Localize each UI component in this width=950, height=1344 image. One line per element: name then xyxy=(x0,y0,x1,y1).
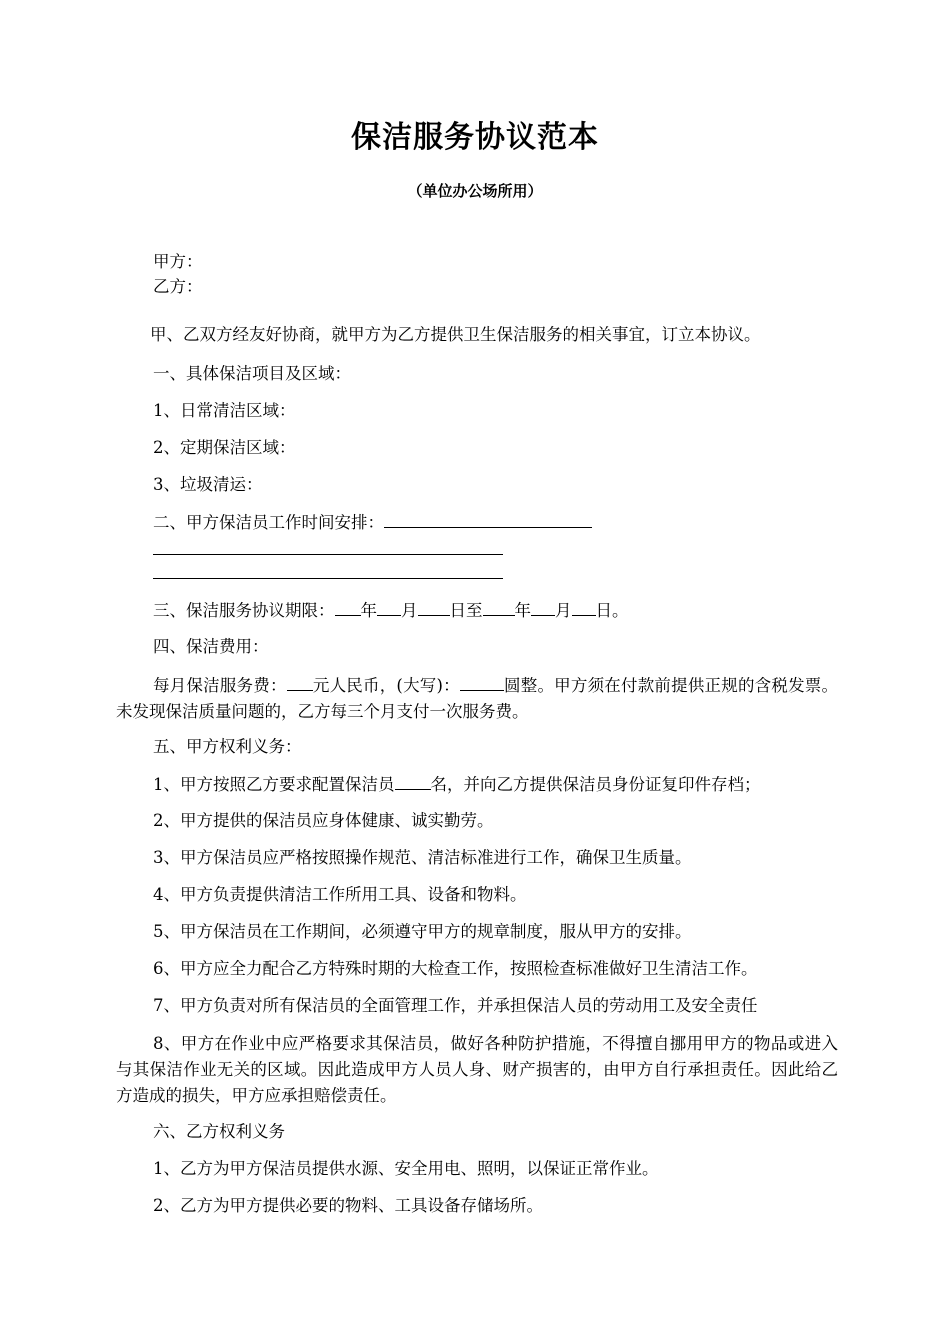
fee-suffix: 圆整。甲方须在付款前提供正规的含税发票。未发现保洁质量问题的，乙方每三个月支付一次服务费。 xyxy=(116,676,839,721)
end-month-blank xyxy=(531,597,555,616)
section5-heading: 五、甲方权利义务： xyxy=(153,737,302,756)
month-label-1: 月 xyxy=(401,601,418,620)
section5-item-1 xyxy=(153,771,761,798)
section5-item-5: 5、甲方保洁员在工作期间，必须遵守甲方的规章制度，服从甲方的安排。 xyxy=(153,922,692,941)
month-label-2: 月 xyxy=(555,601,572,620)
document-subtitle: （单位办公场所用） xyxy=(407,182,543,200)
section5-item-8: 8、甲方在作业中应严格要求其保洁员，做好各种防护措施，不得擅自挪用甲方的物品或进入与其保洁作业无关的区域。因此造成甲方人员人身、财产损害的，由甲方自行承担责任。因此给乙方造成的损失，甲方应承担赔偿责任。 xyxy=(116,1034,838,1105)
schedule-blank xyxy=(384,509,592,528)
section3-prefix: 三、保洁服务协议期限： xyxy=(153,601,335,620)
section4-heading: 四、保洁费用： xyxy=(153,637,269,656)
intro-paragraph: 甲、乙双方经友好协商，就甲方为乙方提供卫生保洁服务的相关事宜，订立本协议。 xyxy=(150,325,761,344)
item1-prefix: 1、甲方按照乙方要求配置保洁员 xyxy=(153,775,395,794)
section2-heading: 二、甲方保洁员工作时间安排： xyxy=(153,513,384,532)
year-label-1: 年 xyxy=(360,601,377,620)
section1-item-1: 1、日常清洁区域： xyxy=(153,401,296,420)
section5-item-2: 2、甲方提供的保洁员应身体健康、诚实勤劳。 xyxy=(153,811,494,830)
section5-item-4: 4、甲方负责提供清洁工作所用工具、设备和物料。 xyxy=(153,885,527,904)
item1-suffix: 名，并向乙方提供保洁员身份证复印件存档； xyxy=(430,775,761,794)
schedule-rule-1 xyxy=(153,554,503,555)
section3-line xyxy=(153,597,629,624)
section1-heading: 一、具体保洁项目及区域： xyxy=(153,364,351,383)
party-a-label: 甲方： xyxy=(153,252,203,271)
day-end-label: 日。 xyxy=(595,601,629,620)
day-to-label: 日至 xyxy=(449,601,483,620)
section1-item-3: 3、垃圾清运： xyxy=(153,475,263,494)
fee-mid: 元人民币，(大写)： xyxy=(312,676,460,695)
section6-item-2: 2、乙方为甲方提供必要的物料、工具设备存储场所。 xyxy=(153,1196,543,1215)
schedule-rule-2 xyxy=(153,578,503,579)
start-day-blank xyxy=(418,597,450,616)
party-b-label: 乙方： xyxy=(153,277,203,296)
end-day-blank xyxy=(572,597,596,616)
start-month-blank xyxy=(377,597,401,616)
end-year-blank xyxy=(483,597,515,616)
section6-item-1: 1、乙方为甲方保洁员提供水源、安全用电、照明，以保证正常作业。 xyxy=(153,1159,659,1178)
start-year-blank xyxy=(335,597,361,616)
fee-words-blank xyxy=(460,672,504,691)
section5-item-3: 3、甲方保洁员应严格按照操作规范、清洁标准进行工作，确保卫生质量。 xyxy=(153,848,692,867)
section5-item-7: 7、甲方负责对所有保洁员的全面管理工作，并承担保洁人员的劳动用工及安全责任 xyxy=(153,996,758,1015)
fee-amount-blank xyxy=(287,672,313,691)
document-title: 保洁服务协议范本 xyxy=(351,120,599,155)
cleaner-count-blank xyxy=(395,771,431,790)
section5-item-6: 6、甲方应全力配合乙方特殊时期的大检查工作，按照检查标准做好卫生清洁工作。 xyxy=(153,959,758,978)
fee-prefix: 每月保洁服务费： xyxy=(153,676,287,695)
section1-item-2: 2、定期保洁区域： xyxy=(153,438,296,457)
year-label-2: 年 xyxy=(514,601,531,620)
section4-fee-paragraph xyxy=(116,672,838,725)
section2-line xyxy=(153,509,592,536)
section6-heading: 六、乙方权利义务 xyxy=(153,1122,285,1141)
